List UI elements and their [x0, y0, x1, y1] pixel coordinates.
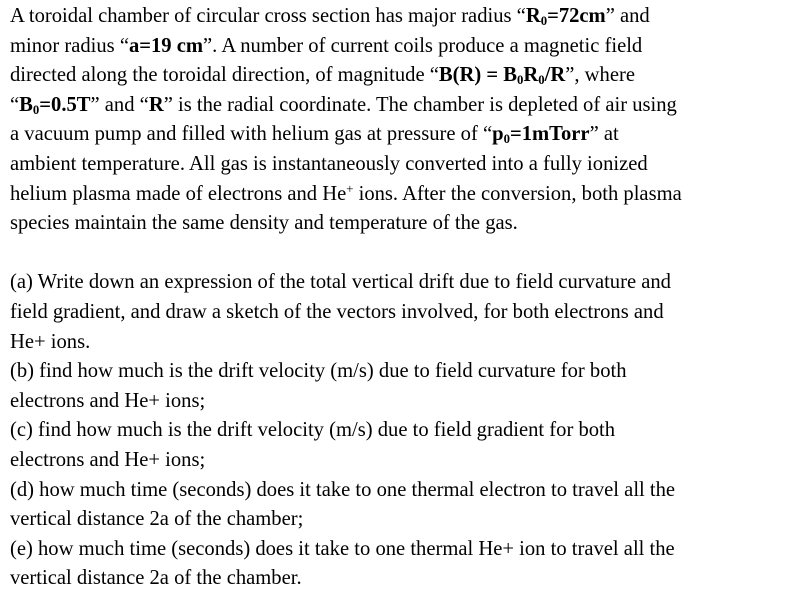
text-run: ” is the radial coordinate. The chamber is depleted of air using	[163, 93, 677, 116]
text-run: =72cm	[547, 5, 606, 27]
question-line	[10, 268, 800, 298]
problem-document	[10, 2, 800, 594]
question-line	[10, 328, 800, 358]
text-run: ambient temperature. All gas is instantaneously converted into a fully ionized	[10, 152, 648, 175]
text-run: R	[523, 64, 539, 87]
statement-line	[10, 120, 800, 150]
bold-text	[545, 64, 566, 86]
text-run: a vacuum pump and filled with helium gas at pressure of “	[10, 123, 493, 146]
text-run: A toroidal chamber of circular cross section has major radius “	[10, 5, 526, 27]
text-run: ions. After the conversion, both plasma	[353, 182, 682, 205]
text-run: a=19 cm	[128, 34, 204, 57]
question-line	[10, 505, 800, 535]
question-list	[10, 268, 800, 594]
text-run: ” and	[605, 5, 650, 27]
text-run: field gradient, and draw a sketch of the vectors involved, for both electrons and	[10, 300, 664, 323]
question-line	[10, 416, 800, 446]
subscript: 0	[540, 13, 548, 28]
subscript: 0	[516, 72, 524, 87]
text-run: (c) find how much is the drift velocity (m/s) due to field gradient for both	[10, 419, 616, 442]
question-line	[10, 357, 800, 387]
text-run: (a) Write down an expression of the total vertical drift due to field curvature and	[10, 271, 671, 294]
bold-text	[39, 94, 90, 116]
text-run: helium plasma made of electrons and He	[10, 182, 347, 205]
text-run: He+ ions.	[10, 330, 91, 353]
bold-text	[526, 5, 541, 27]
statement-line	[10, 150, 800, 180]
text-run: species maintain the same density and temperature of the gas.	[10, 212, 518, 235]
text-run: directed along the toroidal direction, of magnitude “	[10, 64, 439, 87]
statement-line	[10, 2, 800, 32]
text-run: (d) how much time (seconds) does it take to one thermal electron to travel all the	[10, 478, 676, 501]
problem-statement	[10, 2, 800, 239]
question-line	[10, 446, 800, 476]
paragraph-gap	[10, 239, 800, 269]
text-run: B(R) = B	[438, 64, 517, 87]
text-run: /R	[544, 64, 566, 87]
text-run: electrons and He+ ions;	[10, 389, 206, 412]
text-run: vertical distance 2a of the chamber;	[10, 508, 304, 531]
bold-text	[149, 94, 164, 116]
statement-line	[10, 61, 800, 91]
question-line	[10, 476, 800, 506]
text-run: p	[492, 123, 504, 146]
bold-text	[523, 64, 538, 86]
text-run: R	[148, 93, 164, 116]
question-line	[10, 387, 800, 417]
subscript: 0	[32, 102, 40, 117]
question-line	[10, 535, 800, 565]
text-run: =0.5T	[39, 93, 91, 116]
text-run: ”, where	[565, 64, 635, 87]
text-run: ”. A number of current coils produce a magnetic field	[203, 34, 643, 57]
question-line	[10, 564, 800, 594]
text-run: (e) how much time (seconds) does it take to one thermal He+ ion to travel all the	[10, 537, 675, 560]
subscript: 0	[538, 72, 545, 87]
text-run: (b) find how much is the drift velocity (m/s) due to field curvature for both	[10, 360, 627, 383]
statement-line	[10, 32, 800, 62]
bold-text	[129, 35, 203, 57]
bold-text	[492, 123, 503, 145]
text-run: electrons and He+ ions;	[10, 448, 206, 471]
text-run: ” at	[589, 123, 619, 146]
bold-text	[547, 5, 606, 27]
statement-line	[10, 91, 800, 121]
text-run: B	[19, 93, 33, 116]
text-run: “	[10, 93, 20, 116]
text-run: vertical distance 2a of the chamber.	[10, 567, 302, 590]
bold-text	[19, 94, 33, 116]
bold-text	[510, 123, 590, 145]
text-run: minor radius “	[10, 34, 129, 57]
text-run: =1mTorr	[509, 123, 590, 146]
subscript: 0	[503, 132, 510, 147]
superscript: +	[346, 181, 354, 196]
statement-line	[10, 209, 800, 239]
text-run: R	[525, 5, 541, 27]
bold-text	[439, 64, 517, 86]
question-line	[10, 298, 800, 328]
statement-line	[10, 180, 800, 210]
text-run: ” and “	[90, 93, 149, 116]
